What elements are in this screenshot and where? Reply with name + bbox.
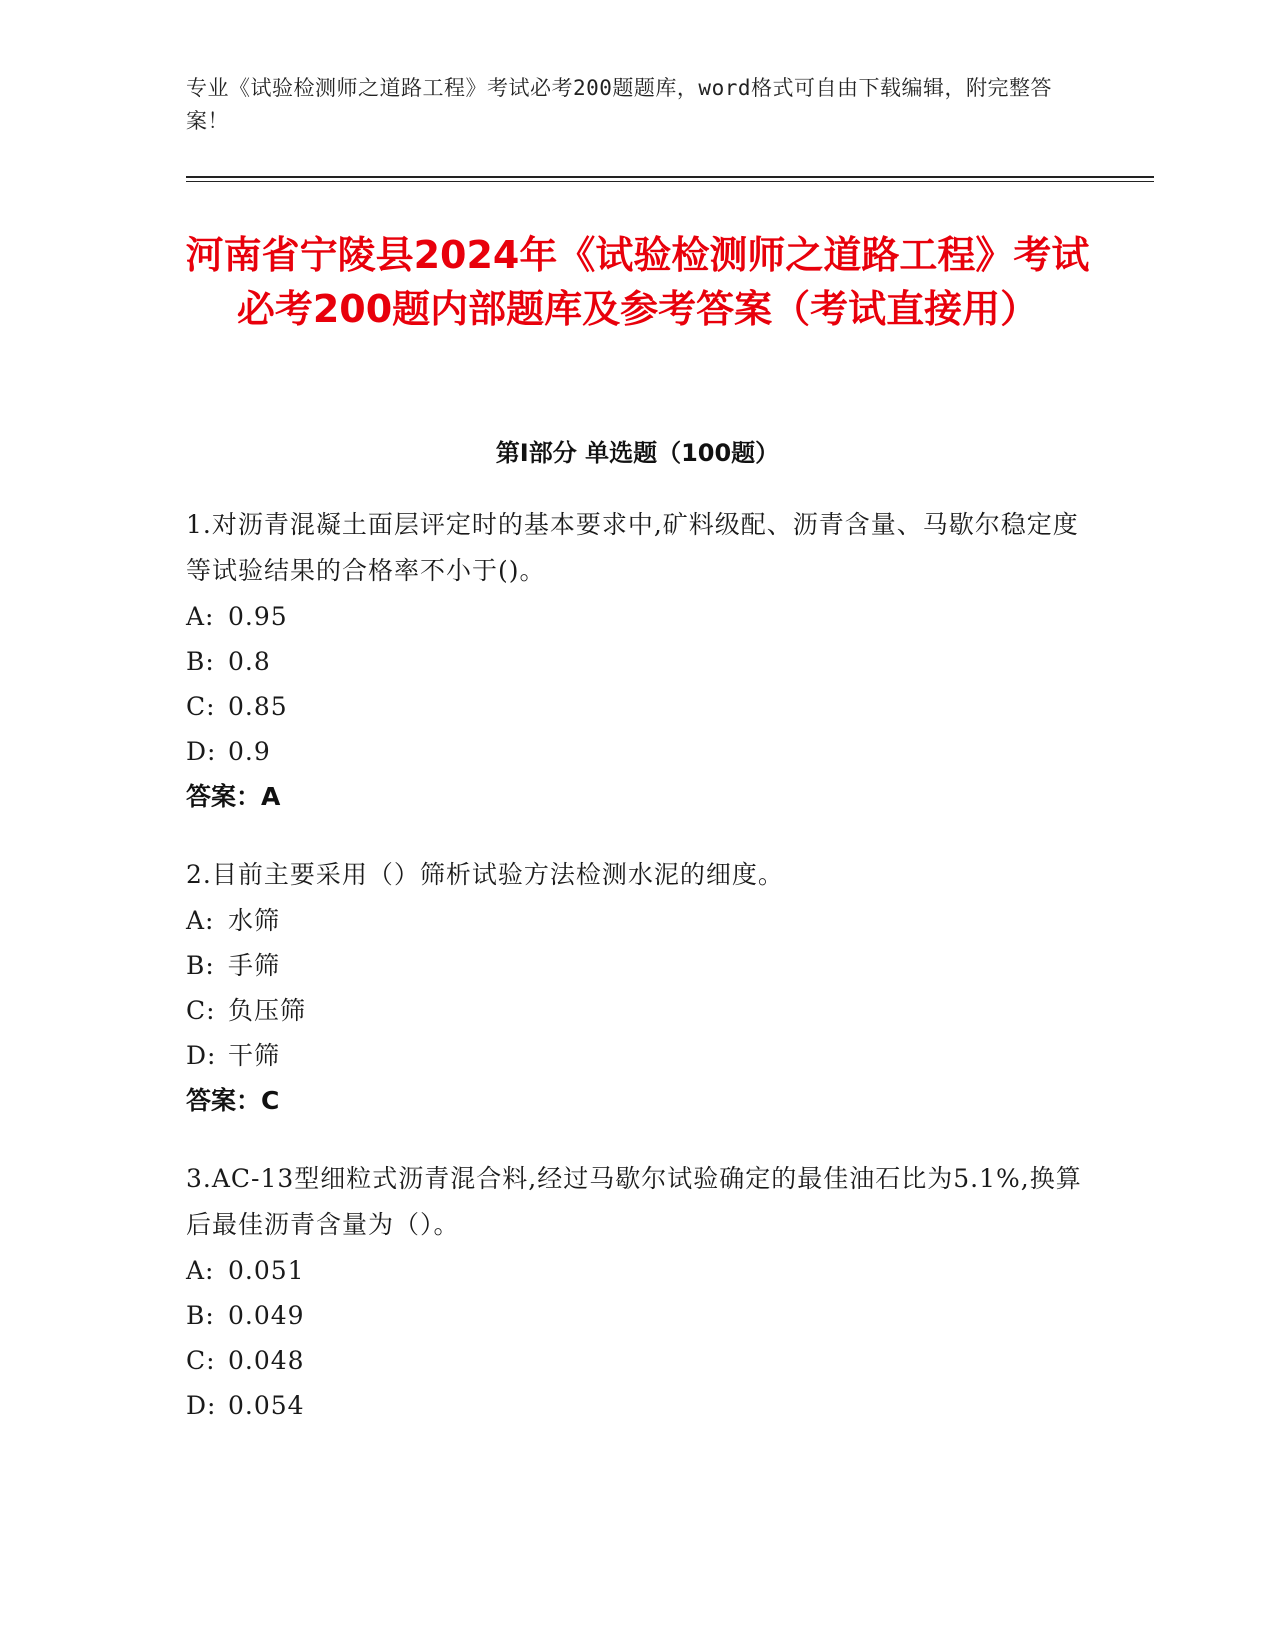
option-d bbox=[186, 1033, 1086, 1078]
option-text: 手筛 bbox=[228, 951, 281, 980]
option-text: 水筛 bbox=[228, 906, 281, 935]
option-text: 0.051 bbox=[228, 1256, 305, 1285]
option-text: 0.95 bbox=[228, 602, 288, 631]
option-letter: A: bbox=[186, 1256, 215, 1285]
option-letter: D: bbox=[186, 1391, 217, 1420]
option-letter: C: bbox=[186, 1346, 216, 1375]
option-text: 0.054 bbox=[228, 1391, 305, 1420]
section-title: 第Ⅰ部分 单选题（100题） bbox=[495, 439, 780, 467]
option-letter: A: bbox=[186, 906, 215, 935]
option-text: 0.9 bbox=[228, 737, 271, 766]
question-3 bbox=[186, 1156, 1086, 1428]
answer-value: C bbox=[261, 1086, 280, 1115]
option-text: 干筛 bbox=[228, 1041, 281, 1070]
option-letter: B: bbox=[186, 951, 215, 980]
option-d bbox=[186, 1383, 1086, 1428]
option-letter: C: bbox=[186, 692, 216, 721]
option-text: 0.85 bbox=[228, 692, 288, 721]
option-c bbox=[186, 988, 1086, 1033]
question-1 bbox=[186, 502, 1086, 820]
header-note: 专业《试验检测师之道路工程》考试必考200题题库，word格式可自由下载编辑，附完整答案！ bbox=[186, 76, 1052, 133]
answer-label: 答案： bbox=[186, 1086, 262, 1115]
question-text bbox=[186, 852, 1086, 898]
option-text: 0.048 bbox=[228, 1346, 305, 1375]
option-letter: B: bbox=[186, 647, 215, 676]
option-text: 0.049 bbox=[228, 1301, 305, 1330]
question-stem: AC-13型细粒式沥青混合料,经过马歇尔试验确定的最佳油石比为5.1%,换算后最佳沥青含量为（）。 bbox=[186, 1164, 1082, 1239]
question-number: 2. bbox=[186, 860, 212, 889]
option-letter: C: bbox=[186, 996, 216, 1025]
answer-line bbox=[186, 774, 1086, 820]
answer-value: A bbox=[261, 782, 281, 811]
question-text bbox=[186, 1156, 1086, 1248]
option-b bbox=[186, 639, 1086, 684]
document-title: 河南省宁陵县2024年《试验检测师之道路工程》考试必考200题内部题库及参考答案（考试直接用） bbox=[185, 233, 1090, 331]
answer-line bbox=[186, 1078, 1086, 1124]
header-divider-thick bbox=[186, 176, 1154, 178]
option-text: 负压筛 bbox=[228, 996, 307, 1025]
question-2 bbox=[186, 852, 1086, 1124]
option-a bbox=[186, 898, 1086, 943]
option-c bbox=[186, 1338, 1086, 1383]
option-b bbox=[186, 1293, 1086, 1338]
option-a bbox=[186, 594, 1086, 639]
option-d bbox=[186, 729, 1086, 774]
question-text bbox=[186, 502, 1086, 594]
answer-label: 答案： bbox=[186, 782, 262, 811]
option-text: 0.8 bbox=[228, 647, 271, 676]
question-stem: 目前主要采用（）筛析试验方法检测水泥的细度。 bbox=[211, 860, 784, 889]
option-letter: B: bbox=[186, 1301, 215, 1330]
option-letter: A: bbox=[186, 602, 215, 631]
option-letter: D: bbox=[186, 737, 217, 766]
option-letter: D: bbox=[186, 1041, 217, 1070]
question-stem: 对沥青混凝土面层评定时的基本要求中,矿料级配、沥青含量、马歇尔稳定度等试验结果的合格率不小于()。 bbox=[186, 510, 1079, 585]
option-a bbox=[186, 1248, 1086, 1293]
question-number: 1. bbox=[186, 510, 212, 539]
question-number: 3. bbox=[186, 1164, 212, 1193]
option-c bbox=[186, 684, 1086, 729]
header-divider-thin bbox=[186, 181, 1154, 182]
option-b bbox=[186, 943, 1086, 988]
